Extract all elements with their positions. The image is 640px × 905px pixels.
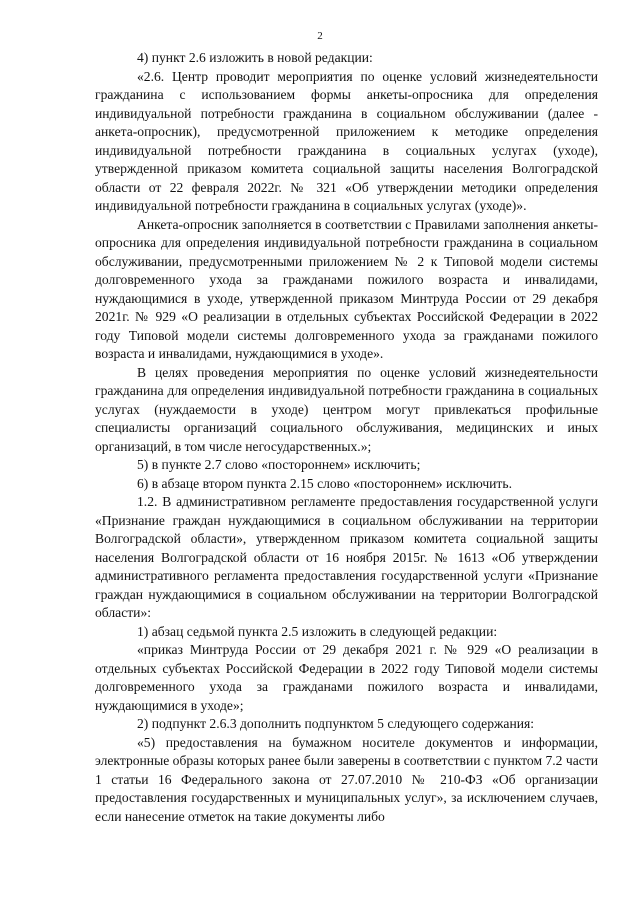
paragraph-section-1-2: 1.2. В административном регламенте предоставления государственной услуги «Признание граждан нуждающимися в социальном обслуживании на территории Волгоградской области», утвержденном приказом комитета социальной защиты населения Волгоградской области от 16 ноября 2015г. № 1613 «Об утверждении административного регламента предоставления государственной услуги «Признание граждан нуждающимися в социальном обслуживании на территории Волгоградской области»: — [95, 494, 598, 620]
paragraph-order-quote: «приказ Минтруда России от 29 декабря 2021 г. № 929 «О реализации в отдельных субъектах Российской Федерации в 2022 году Типовой модели системы долговременного ухода за гражданами пожилого возраста и инвалидами, нуждающимися в уходе»; — [95, 642, 598, 713]
paragraph-sub-2: 2) подпункт 2.6.3 дополнить подпунктом 5 следующего содержания: — [137, 716, 535, 731]
paragraph-item-2-6-text: «2.6. Центр проводит мероприятия по оценке условий жизнедеятельности гражданина с использованием формы анкеты-опросника для определения индивидуальной потребности гражданина в социальном обслуживании (далее - анкета-опросник), предусмотренной приложением к методике определения индивидуальной потребности гражданина в социальных услугах (уходе), утвержденной приказом комитета социальной защиты населения Волгоградской области от 22 февраля 2022г. № 321 «Об утверждении методики определения индивидуальной потребности гражданина в социальных услугах (уходе)». — [95, 68, 598, 213]
paragraph-sub-1: 1) абзац седьмой пункта 2.5 изложить в следующей редакции: — [137, 623, 498, 639]
paragraph-item-6: 6) в абзаце втором пункта 2.15 слово «постороннем» исключить. — [137, 475, 512, 491]
paragraph-item-5: 5) в пункте 2.7 слово «постороннем» исключить; — [137, 457, 421, 472]
paragraph-questionnaire: Анкета-опросник заполняется в соответствии с Правилами заполнения анкеты-опросника для определения индивидуальной потребности гражданина в социальном обслуживании, предусмотренными приложением № 2 к Типовой модели системы долговременного ухода за гражданами пожилого возраста и инвалидами, нуждающимися в уходе, утвержденной приказом Минтруда России от 29 декабря 2021г. № 929 «О реализации в отдельных субъектах Российской Федерации в 2022 году Типовой модели системы долговременного ухода за гражданами пожилого возраста и инвалидами, нуждающимися в уходе». — [95, 216, 598, 361]
paragraph-item-4: 4) пункт 2.6 изложить в новой редакции: — [137, 50, 373, 65]
paragraph-new-subitem-5: «5) предоставления на бумажном носителе документов и информации, электронные образы которых ранее были заверены в соответствии с пунктом 7.2 части 1 статьи 16 Федерального закона от 27.07.2010 № 210-ФЗ «Об организации предоставления государственных и муниципальных услуг», за исключением случаев, если нанесение отметок на такие документы либо — [95, 734, 598, 824]
paragraph-specialists: В целях проведения мероприятия по оценке условий жизнедеятельности гражданина для определения индивидуальной потребности гражданина в социальных услугах (нуждаемости в уходе) центром могут привлекаться профильные специалисты организаций социального обслуживания, медицинских и иных организаций, в том числе негосударственных.»; — [95, 364, 598, 454]
document-body — [95, 49, 598, 826]
page-number: 2 — [317, 30, 323, 42]
